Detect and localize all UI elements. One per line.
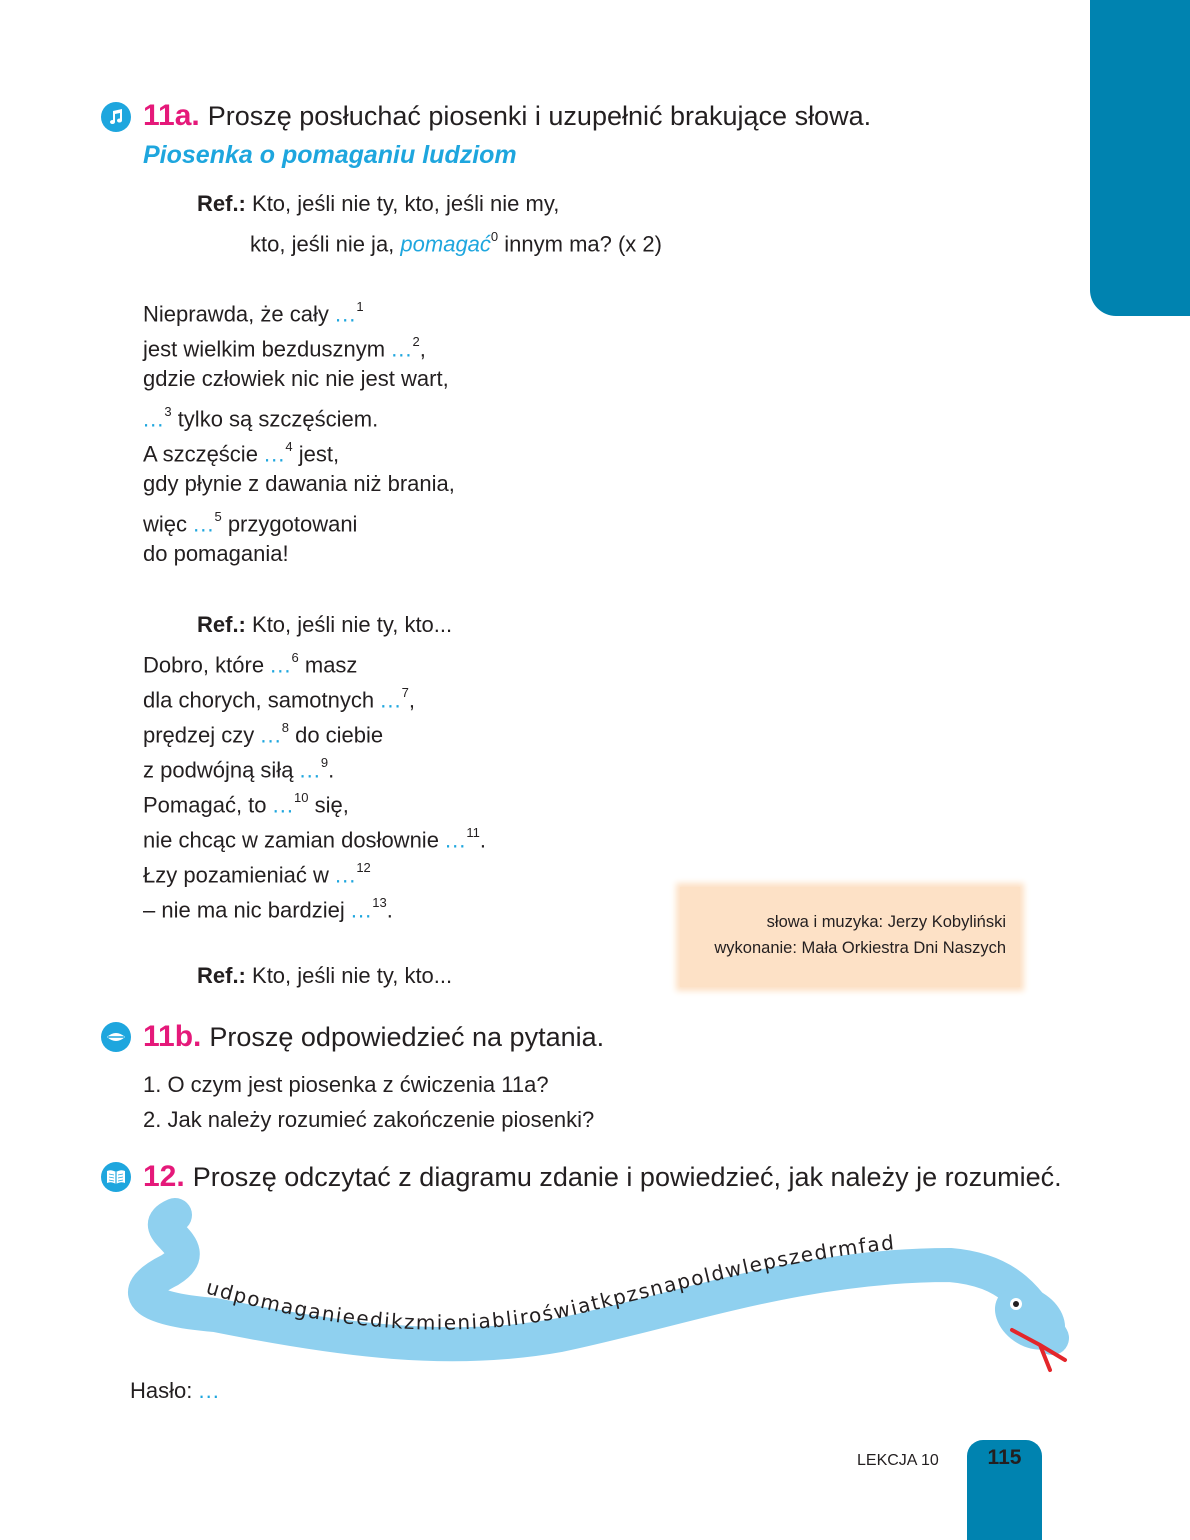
refrain-line-1: Ref.: Kto, jeśli nie ty, kto, jeśli nie my, (197, 191, 560, 216)
music-note-icon (101, 102, 131, 132)
gap-blank: ... (391, 336, 413, 362)
exercise-instruction: Proszę odpowiedzieć na pytania. (209, 1022, 605, 1052)
refrain-repeat: Ref.: Kto, jeśli nie ty, kto... (197, 963, 453, 988)
example-word: pomagać (400, 231, 491, 257)
verse-line: z podwójną siłą ...$^9$. (143, 755, 335, 783)
speaking-mouth-icon (101, 1022, 131, 1052)
question-1: 1. O czym jest piosenka z ćwiczenia 11a? (143, 1072, 549, 1097)
credit-performer: wykonanie: Mała Orkiestra Dni Naszych (714, 939, 1006, 957)
verse-line: Nieprawda, że cały ...$^1$ (143, 299, 364, 327)
exercise-11b-heading (143, 1020, 604, 1054)
refrain-line-2: kto, jeśli nie ja, pomagać$^0$ innym ma? (x 2) (250, 229, 662, 257)
exercise-number: 12. (143, 1160, 185, 1193)
refrain-label: Ref.: (197, 191, 246, 216)
snake-pupil (1013, 1301, 1019, 1307)
page-number-tab (967, 1440, 1042, 1540)
gap-blank: ... (264, 441, 286, 467)
verse-line: gdzie człowiek nic nie jest wart, (143, 366, 449, 391)
verse-line: do pomagania! (143, 541, 289, 566)
answer-blank[interactable]: ... (198, 1378, 220, 1403)
verse-line: A szczęście ...$^4$ jest, (143, 439, 340, 467)
song-title: Piosenka o pomaganiu ludziom (143, 141, 517, 169)
gap-blank: ... (193, 511, 215, 537)
verse-line: – nie ma nic bardziej ...$^{13}$. (143, 895, 393, 923)
exercise-number: 11a. (143, 99, 200, 132)
gap-blank: ... (272, 792, 294, 818)
gap-blank: ... (260, 722, 282, 748)
verse-line: nie chcąc w zamian dosłownie ...$^{11}$. (143, 825, 487, 853)
verse-line: więc ...$^5$ przygotowani (143, 509, 358, 537)
gap-blank: ... (334, 862, 357, 888)
verse-line: jest wielkim bezdusznym ...$^2$, (143, 334, 426, 362)
chapter-side-tab (1090, 0, 1190, 316)
gap-blank: ... (270, 652, 292, 678)
lesson-label: LEKCJA 10 (857, 1452, 939, 1469)
song-credits-box (680, 887, 1020, 987)
verse-line: Dobro, które ...$^6$ masz (143, 650, 358, 678)
open-book-icon (101, 1162, 131, 1192)
exercise-12-heading (143, 1160, 1062, 1194)
gap-blank: ... (380, 687, 402, 713)
verse-line: dla chorych, samotnych ...$^7$, (143, 685, 415, 713)
verse-line: gdy płynie z dawania niż brania, (143, 471, 455, 496)
snake-letter-diagram (0, 1190, 1190, 1390)
answer-label: Hasło: (130, 1378, 199, 1403)
exercise-instruction: Proszę odczytać z diagramu zdanie i powiedzieć, jak należy je rozumieć. (192, 1162, 1062, 1192)
gap-blank: ... (143, 406, 165, 432)
gap-blank: ... (350, 897, 373, 923)
answer-line (130, 1377, 220, 1405)
verse-line: Pomagać, to ...$^{10}$ się, (143, 790, 349, 818)
gap-blank: ... (299, 757, 321, 783)
snake-letters: udpomaganieedikzmieniabliroświatkpzsnapoldwlepszedrmfad (203, 1230, 897, 1335)
verse-line: ...$^3$ tylko są szczęściem. (143, 404, 379, 432)
gap-blank: ... (334, 301, 357, 327)
verse-line: prędzej czy ...$^8$ do ciebie (143, 720, 384, 748)
refrain-repeat: Ref.: Kto, jeśli nie ty, kto... (197, 612, 453, 637)
exercise-11a-heading (143, 99, 871, 133)
exercise-number: 11b. (143, 1020, 202, 1053)
exercise-instruction: Proszę posłuchać piosenki i uzupełnić brakujące słowa. (207, 101, 872, 131)
snake-body (145, 1215, 1052, 1344)
gap-blank: ... (445, 827, 467, 853)
question-2: 2. Jak należy rozumieć zakończenie piosenki? (143, 1107, 595, 1132)
credit-lyrics-music: słowa i muzyka: Jerzy Kobyliński (766, 913, 1006, 931)
verse-line: Łzy pozamieniać w ...$^{12}$ (143, 860, 371, 888)
page-number: 115 (987, 1446, 1022, 1469)
